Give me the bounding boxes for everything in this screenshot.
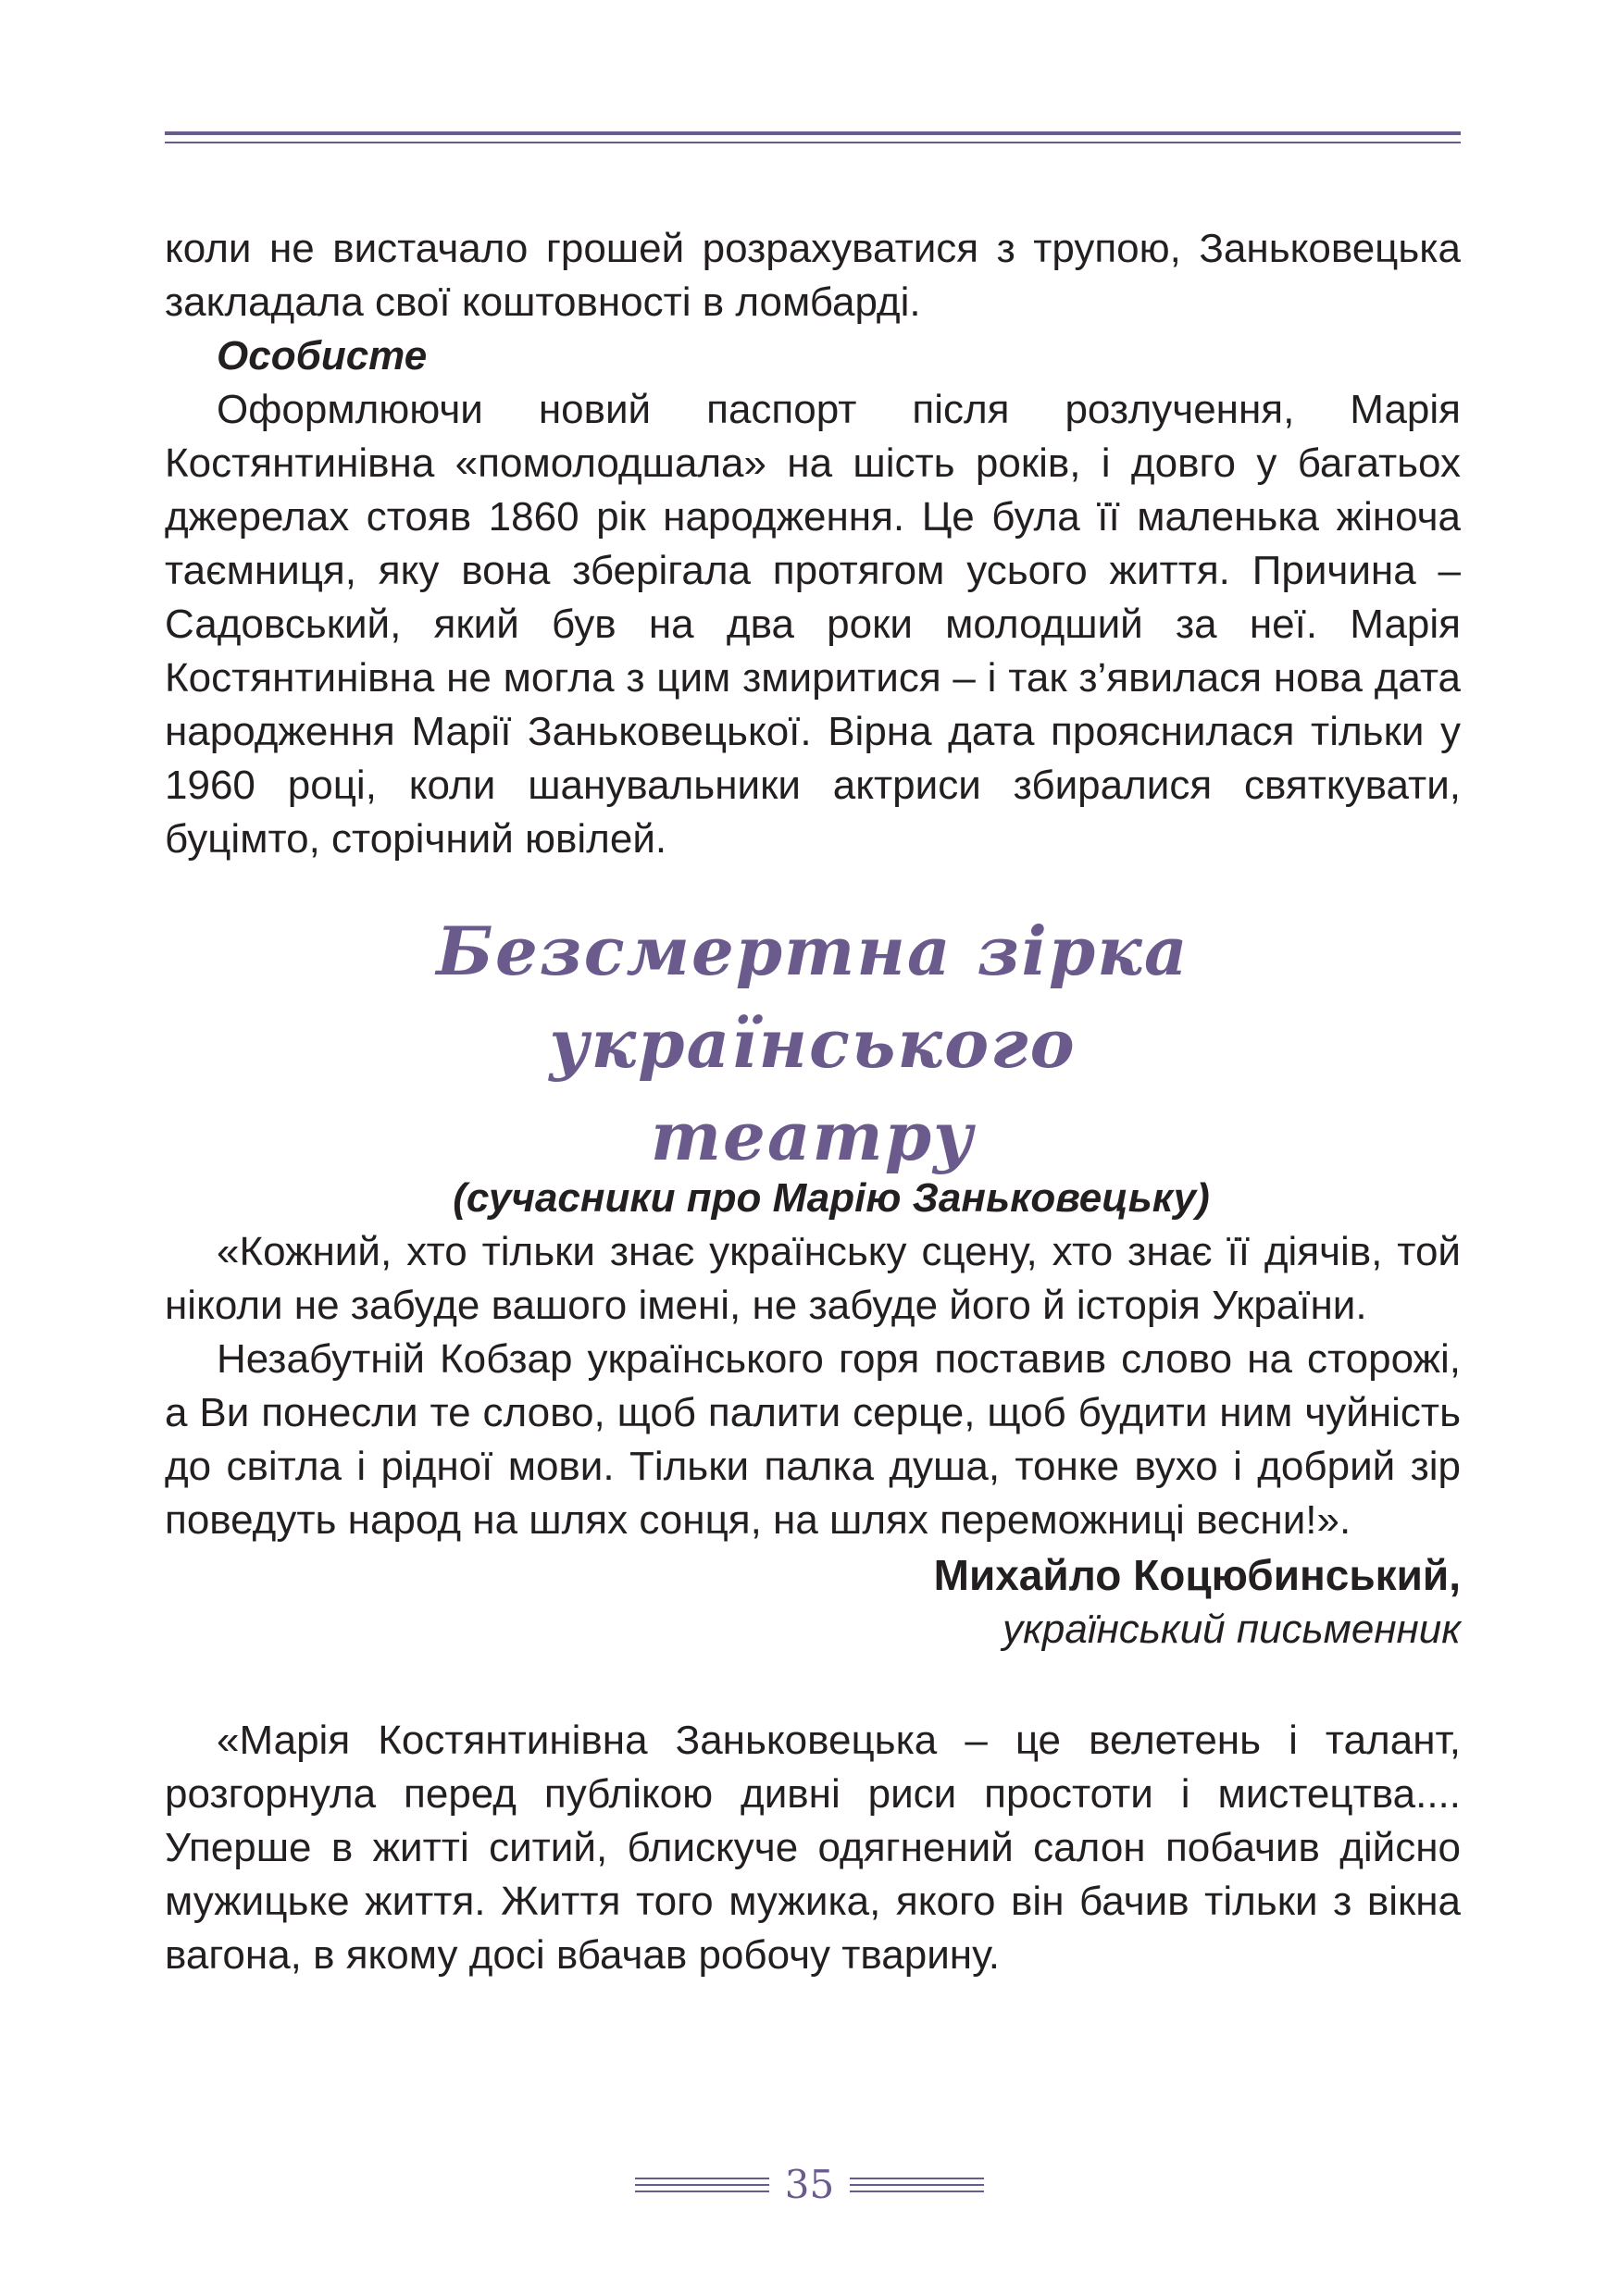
section-title	[165, 905, 1461, 1183]
quote1-paragraph2: Незабутній Кобзар українського горя поставив слово на сторожі, а Ви понесли те слово, щоб палити серце, щоб будити ним чуйність до світла і рідної мови. Тільки палка душа, тонке вухо і добрий зір поведуть народ на шлях сонця, на шлях переможниці весни!».	[165, 1336, 1461, 1543]
spacer	[165, 1657, 1461, 1714]
header-rule-thick	[165, 131, 1461, 135]
quote1-author-role: український письменник	[1003, 1607, 1461, 1652]
header-rule-thin	[165, 142, 1461, 143]
subheading-personal: Особисте	[217, 333, 428, 379]
intro-paragraph: коли не вистачало грошей розрахуватися з трупою, Заньковецька закладала свої коштовності в ломбарді.	[165, 226, 1461, 325]
page-footer	[0, 2162, 1619, 2208]
section-title-line2: театру	[650, 1097, 976, 1175]
quote1-paragraph1: «Кожний, хто тільки знає українську сцену, хто знає її діячів, той ніколи не забуде вашого імені, не забуде його й історія України.	[165, 1229, 1461, 1328]
section-heading	[165, 905, 1461, 1225]
footer-rule-right	[850, 2178, 984, 2192]
page-number: 35	[784, 2162, 835, 2207]
section-title-line1: Безсмертна зірка українського	[436, 912, 1189, 1083]
personal-paragraph: Оформлюючи новий паспорт після розлучення, Марія Костянтинівна «помолодшала» на шість років, і довго у багатьох джерелах стояв 1860 рік народження. Це була її маленька жіноча таємниця, яку вона зберігала протягом усього життя. Причина – Садовський, який був на два роки молодший за неї. Марія Костянтинівна не могла з цим змиритися – і так з’явилася нова дата народження Марії Заньковецької. Вірна дата прояснилася тільки у 1960 році, коли шанувальники актриси збиралися святкувати, буцімто, сторічний ювілей.	[165, 387, 1461, 862]
quote1-author: Михайло Коцюбинський,	[933, 1551, 1461, 1599]
quote2-paragraph: «Марія Костянтинівна Заньковецька – це велетень і талант, розгорнула перед публікою дивні риси простоти і мистецтва.... Уперше в житті ситий, блискуче одягнений салон побачив дійсно мужицьке життя. Життя того мужика, якого він бачив тільки з вікна вагона, в якому досі вбачав робочу тварину.	[165, 1718, 1461, 1978]
page-content	[165, 222, 1461, 1982]
section-subtitle: (сучасники про Марію Заньковецьку)	[453, 1175, 1210, 1221]
